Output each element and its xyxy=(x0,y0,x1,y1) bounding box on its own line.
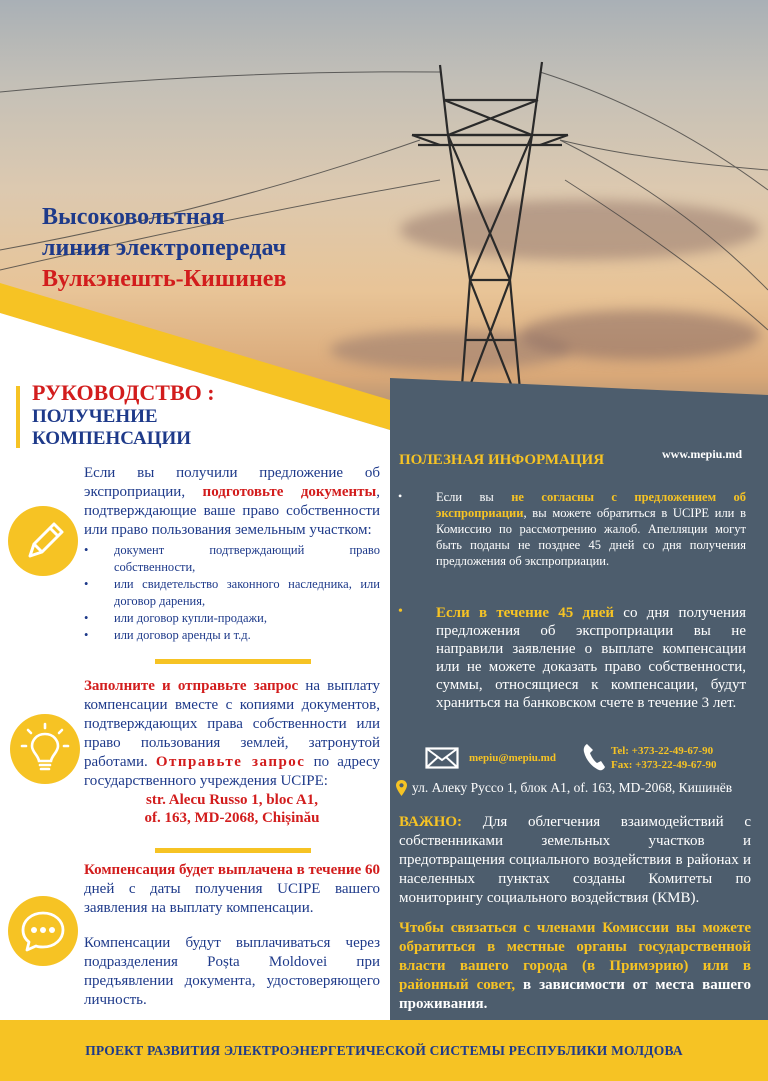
chat-bubble-icon xyxy=(8,896,78,966)
title-line-2: линия электропередач xyxy=(42,235,287,261)
email-link[interactable]: mepiu@mepiu.md xyxy=(469,752,556,764)
phone-number[interactable]: Tel: +373-22-49-67-90 xyxy=(611,745,714,757)
request-section xyxy=(84,677,380,827)
location-pin-icon xyxy=(395,779,408,797)
office-address: ул. Алеку Руссо 1, блок А1, of. 163, MD-2068, Кишинёв xyxy=(412,780,733,795)
important-note xyxy=(399,813,751,908)
appeal-text-b: , вы можете обратиться в UCIPE или в Комиссию по рассмотрению жалоб. Апелляции могут быть поданы не позднее 45 дней со дня получения предложения об экспроприации. xyxy=(436,506,746,568)
payment-section xyxy=(84,861,380,918)
send-highlight: Отправьте запрос xyxy=(155,754,306,770)
lightbulb-icon xyxy=(10,714,80,784)
request-highlight: Заполните и отправьте запрос xyxy=(84,678,299,694)
deadline-text: со дня получения предложения об экспроприации вы не направили заявление о выплате компенсации или не можете доказать право собственности, суммы, относящиеся к компенсации, будут храниться на банковском счете в течение 3 лет. xyxy=(436,605,746,711)
documents-section xyxy=(84,464,380,644)
phone-icon xyxy=(582,742,606,772)
contact-commission-a: Чтобы связаться с членами Комиссии вы можете обратиться в местные органы государственной власти вашего города (в Примэрию) или в районный совет, xyxy=(399,920,751,993)
title-line-3: Вулкэнешть-Кишинев xyxy=(42,266,287,292)
section-divider xyxy=(155,848,311,853)
ucipe-address-line-2: of. 163, MD-2068, Chișinău xyxy=(144,810,320,826)
deadline-highlight: Если в течение 45 дней xyxy=(436,605,615,621)
title-line-1: Высоковольтная xyxy=(42,204,225,230)
fax-number: Fax: +373-22-49-67-90 xyxy=(611,759,717,771)
list-item: • или договор купли-продажи, xyxy=(84,610,380,627)
heading-accent-bar xyxy=(16,386,20,448)
list-item: • или свидетельство законного наследника, или договор дарения, xyxy=(84,576,380,610)
guide-heading-red: РУКОВОДСТВО : xyxy=(32,380,215,405)
footer-band xyxy=(0,1020,768,1081)
send-text: по адресу государственного учреждения UCIPE: xyxy=(84,754,380,789)
important-text: Для облегчения взаимодействий с собственниками земельных участков и предотвращения социального воздействия в районах и населенных пунктах созданы Комитеты по мониторингу социального воздействия (КМВ). xyxy=(399,814,751,906)
payment-text: дней с даты получения UCIPE вашего заявления на выплату компенсации. xyxy=(84,881,380,916)
envelope-icon xyxy=(425,747,459,769)
phone-fax-block xyxy=(611,744,717,772)
contact-commission-b: в зависимости от места вашего проживания. xyxy=(399,977,751,1012)
appeal-text-a: Если вы xyxy=(436,490,512,504)
appeal-highlight: не согласны с предложением об экспроприации xyxy=(436,490,746,520)
payment-highlight: Компенсация будет выплачена в течение 60 xyxy=(84,862,380,878)
guide-heading xyxy=(32,380,215,450)
website-link[interactable]: www.mepiu.md xyxy=(662,447,743,461)
guide-heading-line-1: ПОЛУЧЕНИЕ xyxy=(32,406,158,427)
guide-heading-line-2: КОМПЕНСАЦИИ xyxy=(32,428,192,449)
ucipe-address-line-1: str. Alecu Russo 1, bloc A1, xyxy=(146,792,318,808)
request-text: на выплату компенсации вместе с копиями документов, подтверждающих права собственности или право пользования землей, затронутой работами. xyxy=(84,678,380,770)
documents-intro-highlight: подготовьте документы xyxy=(202,484,377,500)
footer-project-title: ПРОЕКТ РАЗВИТИЯ ЭЛЕКТРОЭНЕРГЕТИЧЕСКОЙ СИСТЕМЫ РЕСПУБЛИКИ МОЛДОВА xyxy=(85,1042,683,1058)
post-office-text: Компенсации будут выплачиваться через подразделения Poșta Moldovei при предъявлении документа, удостоверяющего личность. xyxy=(84,935,380,1008)
brochure-title xyxy=(42,202,286,295)
documents-intro-a: Если вы получили предложение об экспроприации, xyxy=(84,465,380,500)
useful-info-heading: ПОЛЕЗНАЯ ИНФОРМАЦИЯ xyxy=(399,452,605,468)
list-item: • или договор аренды и т.д. xyxy=(84,627,380,644)
pencil-icon xyxy=(8,506,78,576)
post-office-section xyxy=(84,934,380,1010)
list-item: • документ подтверждающий право собственности, xyxy=(84,542,380,576)
section-divider xyxy=(155,659,311,664)
important-label: ВАЖНО: xyxy=(399,814,463,830)
contact-commission-note xyxy=(399,919,751,1014)
documents-list xyxy=(84,542,380,644)
documents-intro-b: , подтверждающие ваше право собственности или право пользования земельным участком: xyxy=(84,484,380,538)
